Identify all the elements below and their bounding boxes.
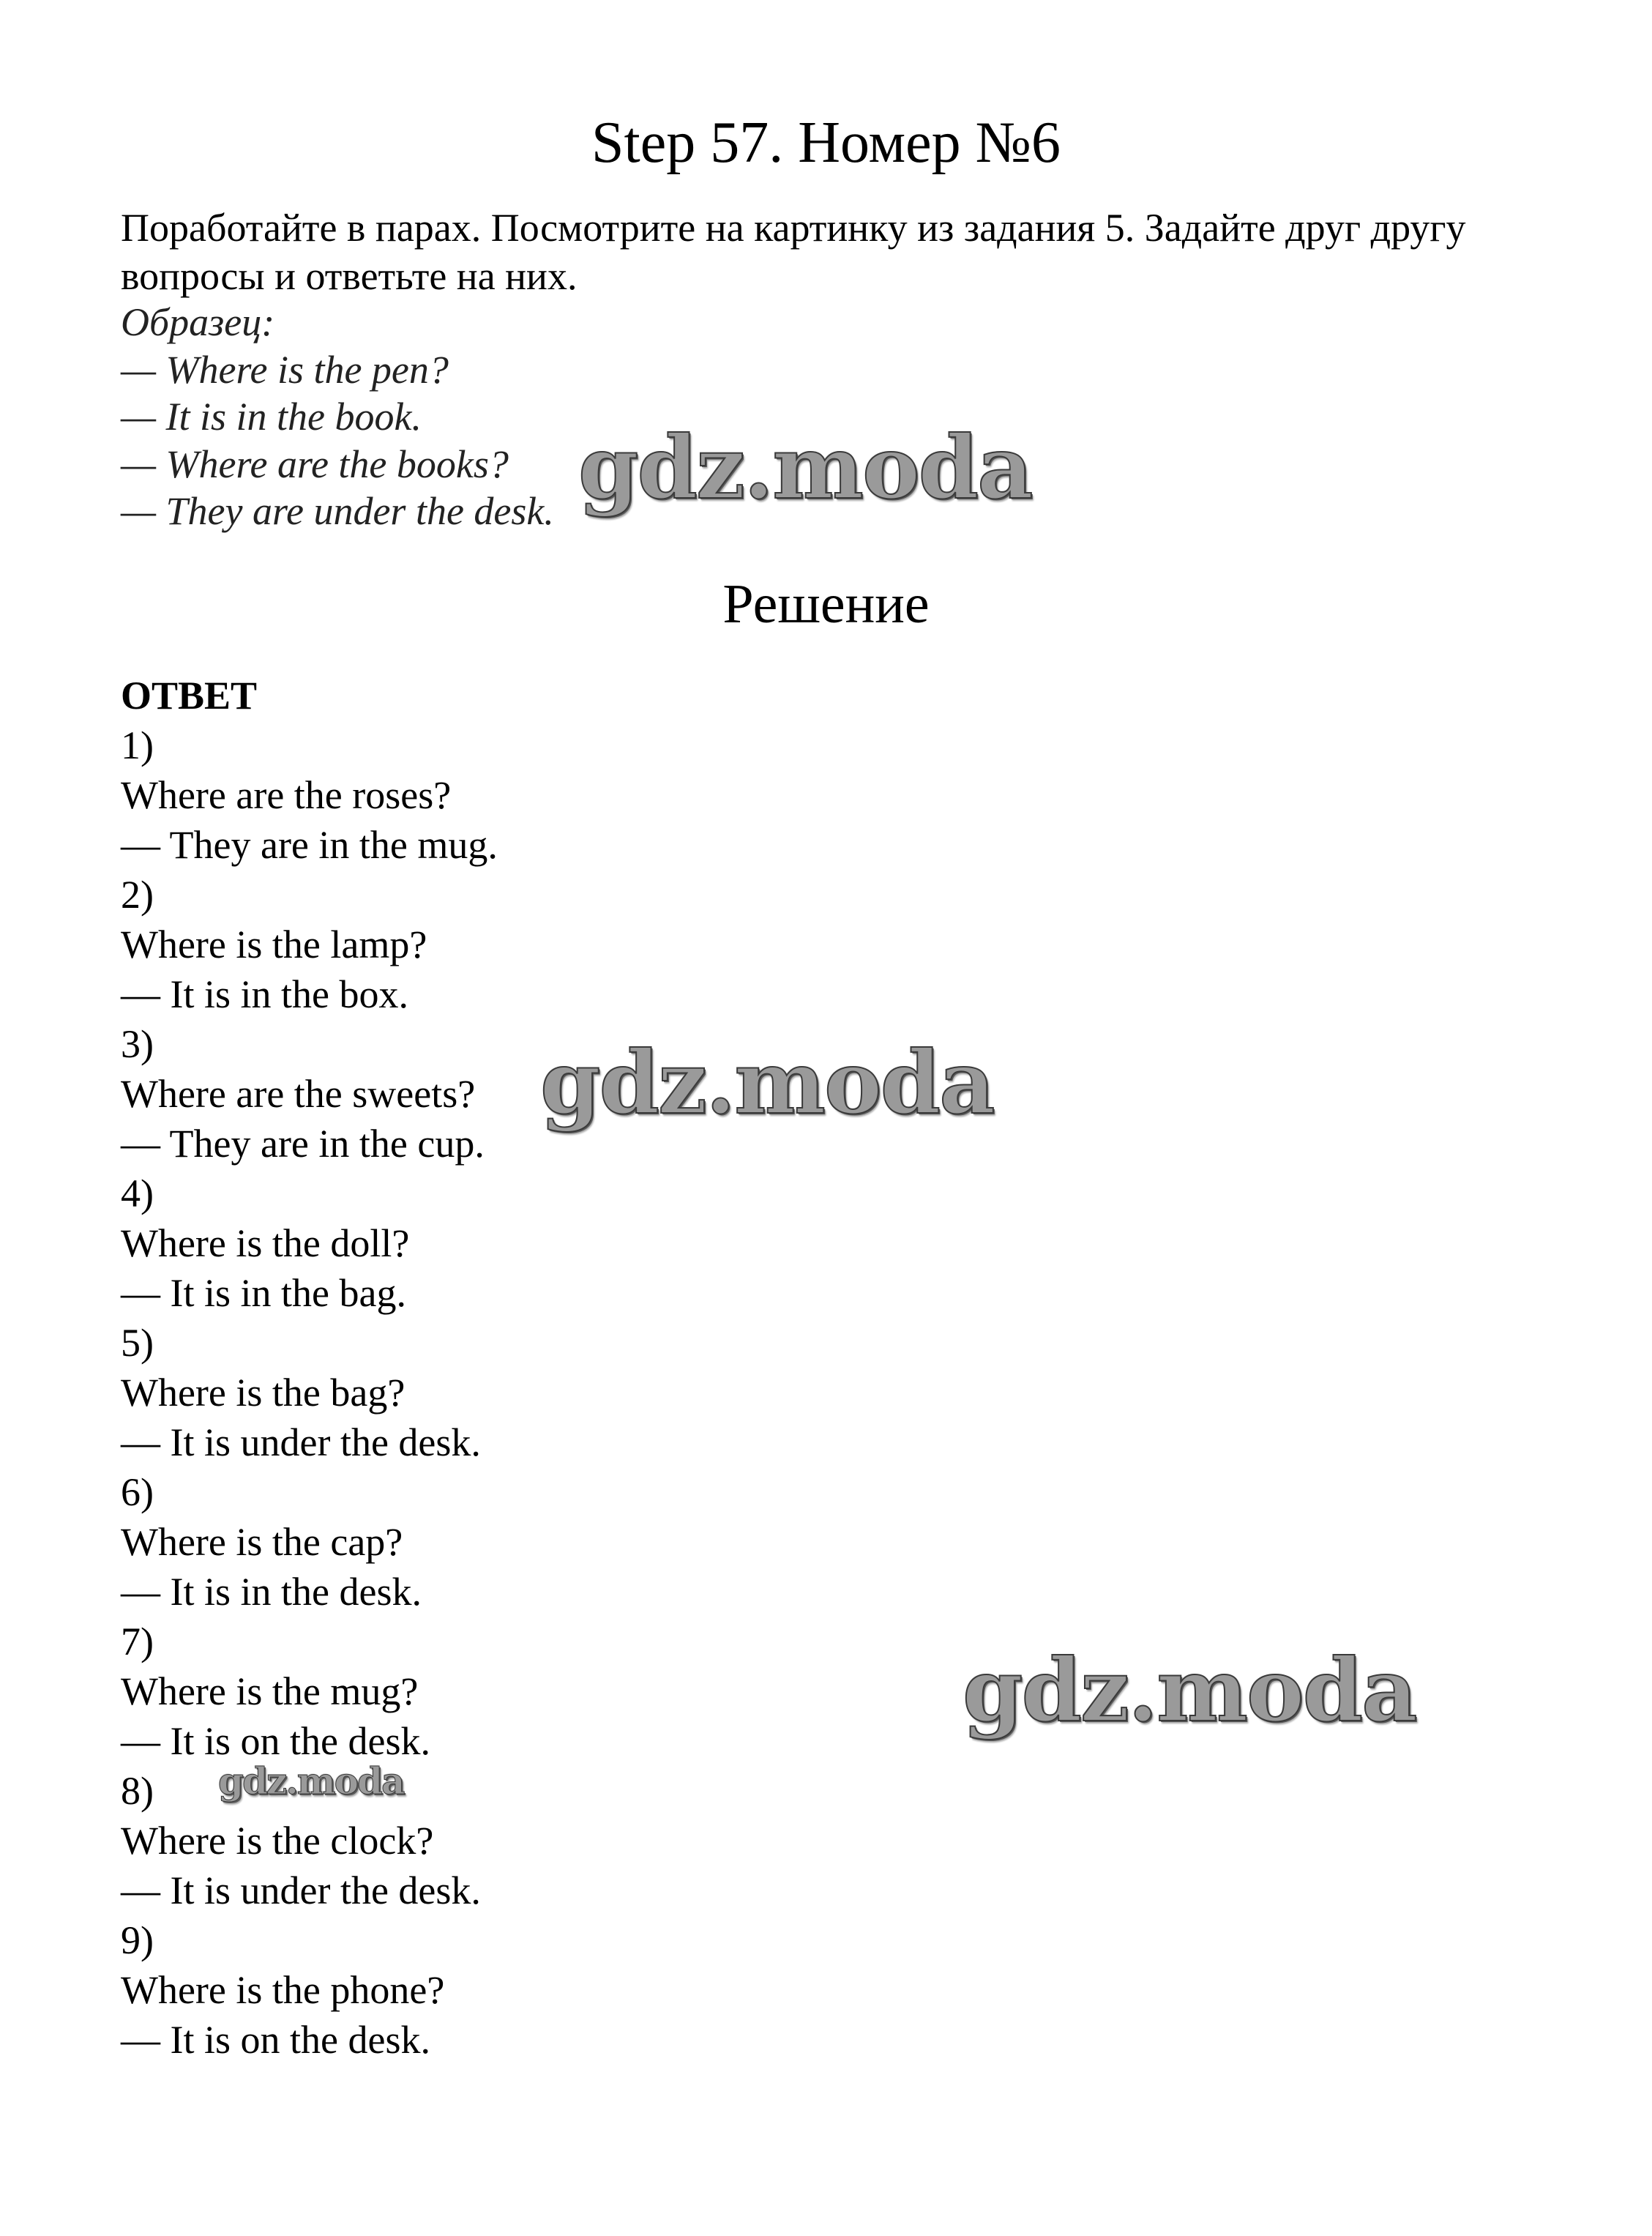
answer-number: 6)	[121, 1470, 154, 1514]
watermark-logo: gdz.moda	[963, 1639, 1416, 1741]
watermark-logo: gdz.moda	[218, 1759, 404, 1803]
sample-line: — Where are the books?	[121, 441, 509, 486]
answer-question: Where is the doll?	[121, 1221, 410, 1265]
task-instructions: Поработайте в парах. Посмотрите на картинку из задания 5. Задайте друг другу вопросы и ответьте на них.	[121, 206, 1466, 298]
answer-number: 1)	[121, 723, 154, 767]
sample-block	[121, 299, 554, 535]
answer-block	[121, 671, 498, 2065]
answer-response: — It is in the box.	[121, 972, 408, 1016]
answer-number: 5)	[121, 1321, 154, 1365]
answer-number: 7)	[121, 1620, 154, 1663]
answer-question: Where is the bag?	[121, 1371, 405, 1415]
answer-label: ОТВЕТ	[121, 674, 258, 718]
answer-response: — It is under the desk.	[121, 1868, 481, 1912]
solution-heading: Решение	[722, 573, 930, 635]
answer-response: — It is on the desk.	[121, 1719, 430, 1763]
page-title: Step 57. Номер №6	[591, 111, 1061, 175]
sample-line: — It is in the book.	[121, 395, 422, 439]
sample-line: — They are under the desk.	[121, 489, 554, 533]
answer-question: Where is the cap?	[121, 1520, 403, 1564]
answer-response: — It is under the desk.	[121, 1420, 481, 1464]
answer-number: 2)	[121, 873, 154, 917]
answer-question: Where is the clock?	[121, 1819, 434, 1863]
answer-question: Where is the lamp?	[121, 923, 427, 966]
watermark-logo: gdz.moda	[578, 417, 1032, 518]
answer-question: Where are the roses?	[121, 773, 452, 817]
sample-line: — Where is the pen?	[121, 347, 449, 392]
answer-number: 3)	[121, 1022, 154, 1066]
answer-response: — It is on the desk.	[121, 2018, 430, 2062]
sample-label: Образец:	[121, 300, 275, 344]
answer-response: — They are in the mug.	[121, 823, 498, 867]
answer-question: Where is the phone?	[121, 1968, 445, 2012]
answer-question: Where is the mug?	[121, 1669, 419, 1713]
answer-question: Where are the sweets?	[121, 1072, 476, 1116]
answer-response: — They are in the cup.	[121, 1122, 485, 1166]
answer-number: 9)	[121, 1918, 154, 1962]
answer-number: 8)	[121, 1769, 154, 1813]
answer-number: 4)	[121, 1171, 154, 1215]
watermark-logo: gdz.moda	[540, 1032, 994, 1133]
answer-response: — It is in the desk.	[121, 1570, 422, 1614]
answer-response: — It is in the bag.	[121, 1271, 406, 1315]
